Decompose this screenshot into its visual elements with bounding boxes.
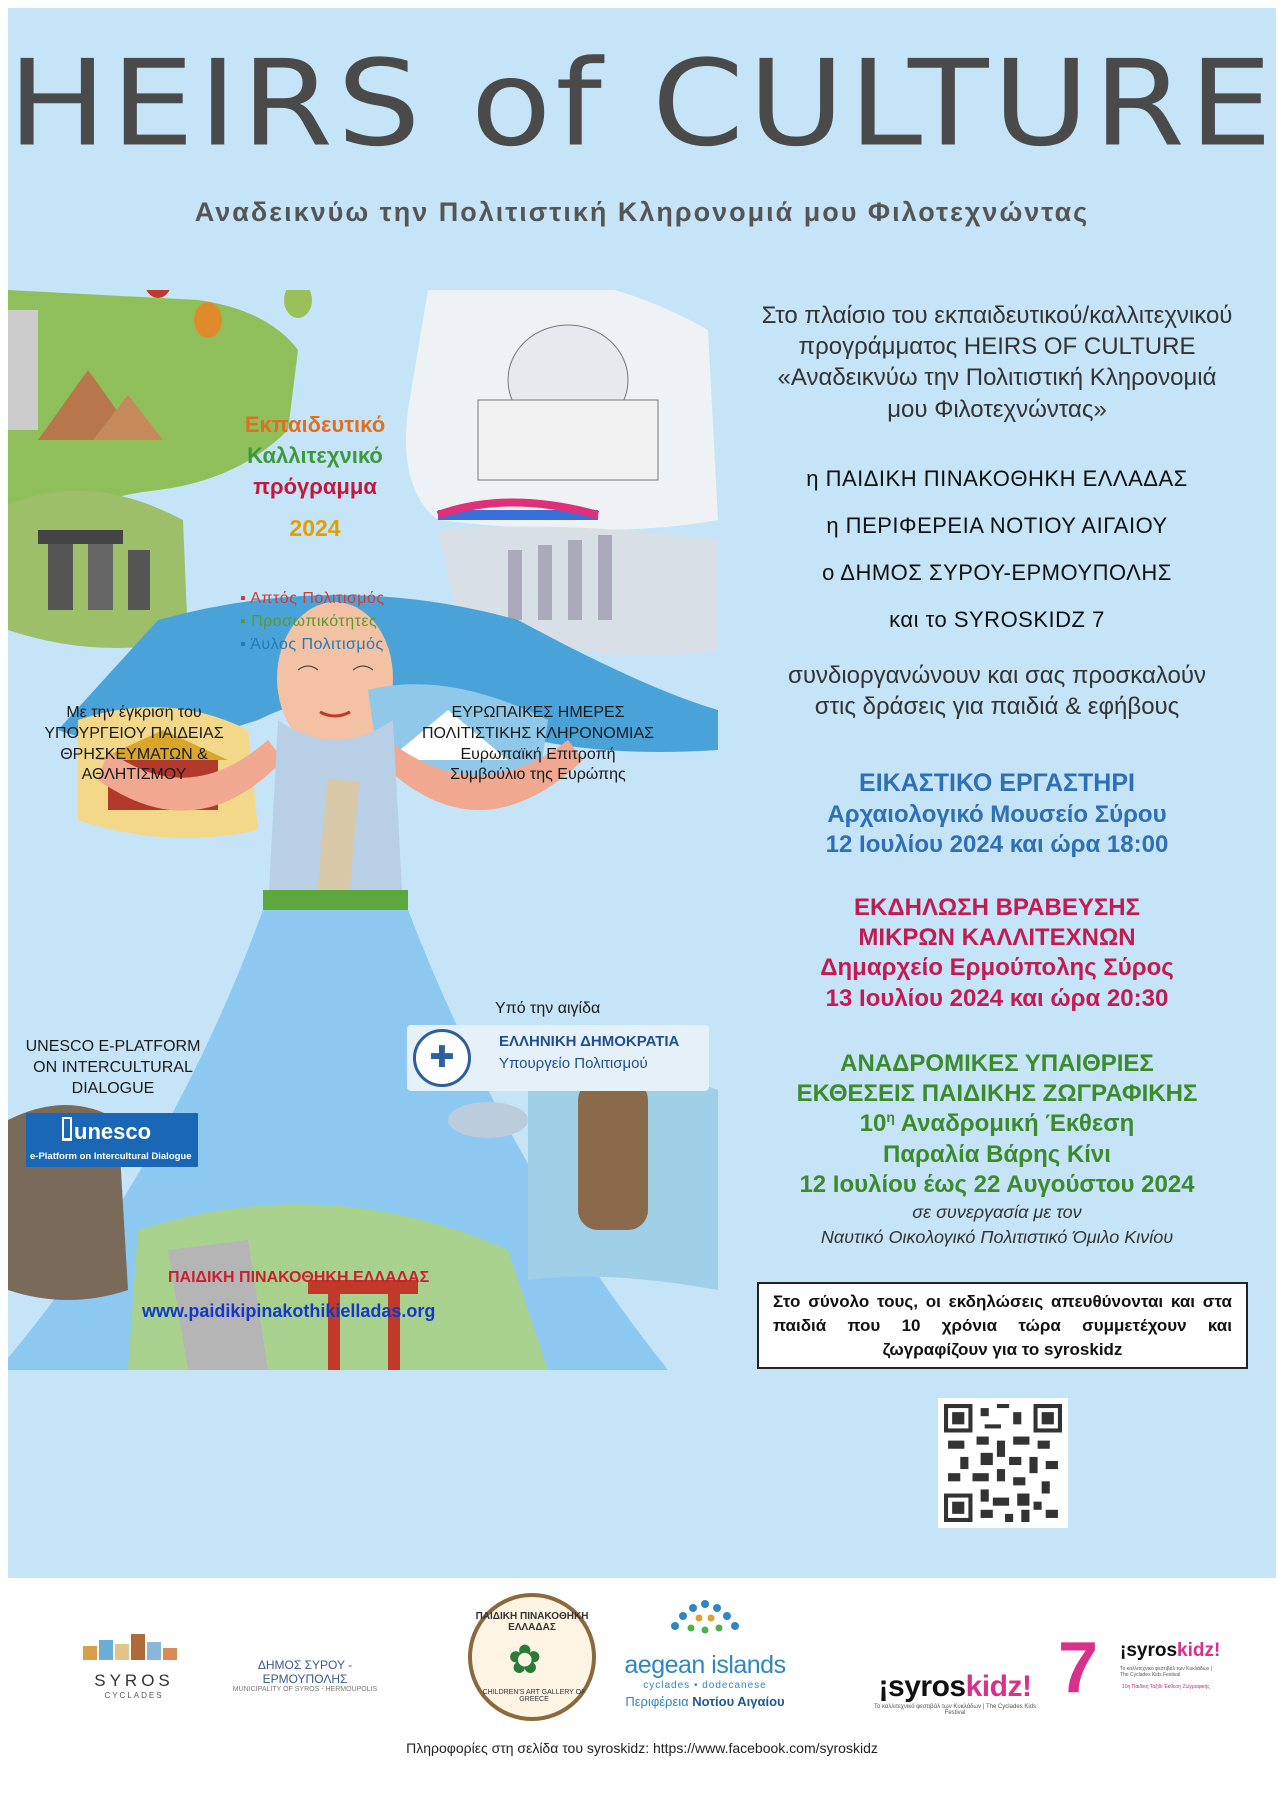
notice-box: Στο σύνολο τους, οι εκδηλώσεις απευθύνονται και στα παιδιά που 10 χρόνια τώρα συμμετέχουν και ζωγραφίζουν για το syroskidz xyxy=(757,1282,1248,1369)
organizers-list xyxy=(718,455,1276,643)
syros-logo: SYROS CYCLADES xyxy=(68,1628,200,1700)
syros-houses-icon xyxy=(79,1628,189,1662)
ministry-approval: Με την έγκριση του ΥΠΟΥΡΓΕΙΟΥ ΠΑΙΔΕΙΑΣ ΘΡΗΣΚΕΥΜΑΤΩΝ & ΑΘΛΗΤΙΣΜΟΥ xyxy=(44,704,224,784)
event-date: 12 Ιουλίου έως 22 Αυγούστου 2024 xyxy=(799,1170,1195,1198)
aegean-islands-logo: aegean islands cyclades • dodecanese Περιφέρεια Νοτίου Αιγαίου xyxy=(620,1598,790,1709)
unesco-temple-icon xyxy=(62,1117,72,1141)
sponsor-logos xyxy=(8,1578,1276,1730)
intro-text: Στο πλαίσιο του εκπαιδευτικού/καλλιτεχνικού προγράμματος HEIRS OF CULTURE «Αναδεικνύω την Πολιτιστική Κληρονομιά μου Φιλοτεχνώντας» xyxy=(761,302,1233,423)
municipality-logo: ΔΗΜΟΣ ΣΥΡΟΥ - ΕΡΜΟΥΠΟΛΗΣ MUNICIPALITY OF SYROS - HERMOUPOLIS xyxy=(232,1658,378,1693)
european-heritage-days: ΕΥΡΩΠΑΙΚΕΣ ΗΜΕΡΕΣ ΠΟΛΙΤΙΣΤΙΚΗΣ ΚΛΗΡΟΝΟΜΙΑΣ Ευρωπαϊκή Επιτροπή Συμβούλιο της Ευρώπης xyxy=(421,704,655,784)
syroskidz-logo: ¡syroskidz! Το καλλιτεχνικό φεστιβάλ των Κυκλάδων | The Cyclades Kids Festival xyxy=(874,1670,1036,1716)
partner-line: σε συνεργασία με τον xyxy=(912,1202,1082,1223)
event-title: ΕΙΚΑΣΤΙΚΟ ΕΡΓΑΣΤΗΡΙ xyxy=(859,769,1135,797)
greece-map-icon: ✿ xyxy=(508,1638,542,1682)
program-year: 2024 xyxy=(289,515,341,542)
program-label xyxy=(240,410,390,545)
event-title: ΕΚΘΕΣΕΙΣ ΠΑΙΔΙΚΗΣ ΖΩΓΡΑΦΙΚΗΣ xyxy=(796,1080,1198,1108)
unesco-logo: unesco e-Platform on Intercultural Dialogue xyxy=(26,1113,198,1167)
program-themes xyxy=(240,587,385,657)
program-line-2: Καλλιτεχνικό xyxy=(247,442,383,468)
program-line-1: Εκπαιδευτικό xyxy=(244,412,386,437)
syroskidz-7-logo: 7 ¡syroskidz! Το καλλιτεχνικό φεστιβάλ των Κυκλάδων | The Cyclades Kids Festival 10η Παιδική Ταξίδι Έκθεση Ζωγραφικής xyxy=(1058,1628,1221,1708)
theme-item: ▪ Προσωπικότητες xyxy=(240,613,378,631)
aegis-label: Υπό την αιγίδα xyxy=(495,1000,601,1017)
program-line-3: πρόγραμμα xyxy=(253,473,377,499)
event-date: 12 Ιουλίου 2024 και ώρα 18:00 xyxy=(825,830,1169,858)
qr-code[interactable] xyxy=(938,1398,1068,1528)
event-date: 13 Ιουλίου 2024 και ώρα 20:30 xyxy=(825,984,1169,1012)
event-place: Αρχαιολογικό Μουσείο Σύρου xyxy=(827,800,1167,828)
hellenic-republic: ΕΛΛΗΝΙΚΗ ΔΗΜΟΚΡΑΤΙΑ xyxy=(499,1033,680,1050)
qr-code-icon xyxy=(944,1404,1062,1522)
exhibit-name: $10^\eta$ Αναδρομική Έκθεση xyxy=(859,1109,1135,1138)
gallery-website-link[interactable]: www.paidikipinakothikielladas.org xyxy=(142,1301,436,1321)
greek-crest-icon: ✚ xyxy=(413,1029,471,1087)
invitation-text: συνδιοργανώνουν και σας προσκαλούν στις δράσεις για παιδιά & εφήβους xyxy=(788,662,1206,721)
unesco-platform-text: UNESCO E-PLATFORM ON INTERCULTURAL DIALOGUE xyxy=(25,1038,201,1097)
poster-subtitle: Αναδεικνύω την Πολιτιστική Κληρονομιά μου Φιλοτεχνώντας xyxy=(194,197,1090,227)
theme-item: ▪ Άυλος Πολιτισμός xyxy=(240,636,384,654)
event-place: Παραλία Βάρης Κίνι xyxy=(883,1140,1111,1168)
organizer-item: ο ΔΗΜΟΣ ΣΥΡΟΥ-ΕΡΜΟΥΠΟΛΗΣ xyxy=(822,560,1172,585)
ministry-culture-logo xyxy=(407,1025,709,1091)
event-place: Δημαρχείο Ερμούπολης Σύρος xyxy=(820,954,1174,982)
event-outdoor-exhibitions xyxy=(718,1049,1276,1251)
organizer-item: η ΠΕΡΙΦΕΡΕΙΑ ΝΟΤΙΟΥ ΑΙΓΑΙΟΥ xyxy=(826,513,1168,538)
gallery-name: ΠΑΙΔΙΚΗ ΠΙΝΑΚΟΘΗΚΗ ΕΛΛΑΔΑΣ xyxy=(168,1269,430,1286)
event-title: ΑΝΑΔΡΟΜΙΚΕΣ ΥΠΑΙΘΡΙΕΣ xyxy=(840,1050,1154,1077)
event-title: ΜΙΚΡΩΝ ΚΑΛΛΙΤΕΧΝΩΝ xyxy=(858,924,1136,952)
organizer-item: η ΠΑΙΔΙΚΗ ΠΙΝΑΚΟΘΗΚΗ ΕΛΛΑΔΑΣ xyxy=(806,466,1188,491)
ministry-name: Υπουργείο Πολιτισμού xyxy=(499,1055,648,1072)
aegean-dots-icon xyxy=(655,1598,755,1644)
childrens-gallery-logo: ΠΑΙΔΙΚΗ ΠΙΝΑΚΟΘΗΚΗ ΕΛΛΑΔΑΣ ✿ CHILDREN'S ART GALLERY OF GREECE xyxy=(468,1593,596,1721)
event-title: ΕΚΔΗΛΩΣΗ ΒΡΑΒΕΥΣΗΣ xyxy=(854,894,1140,921)
partner-name: Ναυτικό Οικολογικό Πολιτιστικό Όμιλο Κινίου xyxy=(820,1227,1174,1248)
event-award-ceremony xyxy=(718,893,1276,1014)
event-art-workshop xyxy=(718,768,1276,860)
poster-title: HEIRS of CULTURE xyxy=(7,34,1277,174)
footer-info: Πληροφορίες στη σελίδα του syroskidz: https://www.facebook.com/syroskidz xyxy=(406,1740,878,1756)
theme-item: ▪ Απτός Πολιτισμός xyxy=(240,590,385,607)
organizer-item: και το SYROSKIDZ 7 xyxy=(889,607,1105,632)
